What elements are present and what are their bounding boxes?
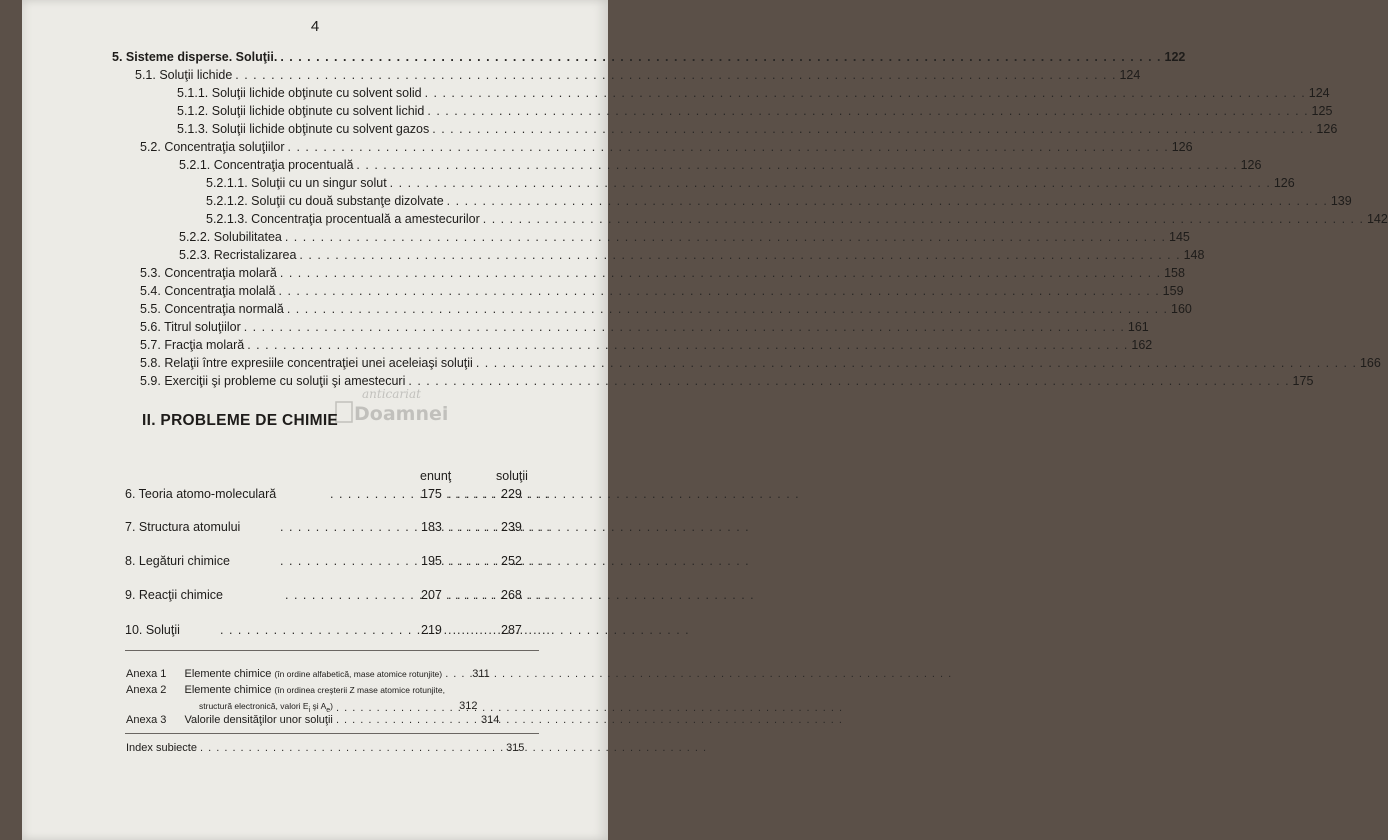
leader-dots [235,68,1116,83]
toc-entry-page: 126 [1240,158,1262,172]
problem-title: 10. Soluţii [125,623,180,637]
leader-dots [244,320,1125,335]
toc-entry-title: 5.5. Concentraţia normală [140,302,284,316]
toc-entry-page: 161 [1127,320,1149,334]
toc-entry [206,176,1295,191]
problem-solutii-page: 287 [501,623,522,637]
toc-entry [177,122,1338,137]
toc-entry-page: 162 [1131,338,1153,352]
toc-entry-title: 5.2.1.3. Concentraţia procentuală a amestecurilor [206,212,480,226]
annex-2-continued [199,700,477,714]
toc-entry-title: 5.3. Concentraţia molară [140,266,277,280]
leader-dots [432,122,1313,137]
toc-entry-title: 5.7. Fracţia molară [140,338,245,352]
annex-3-title: Valorile densităţilor unor soluţii [184,714,333,726]
toc-entry [179,248,1205,263]
leader-dots [448,588,492,602]
divider [125,733,539,734]
leader-dots [427,104,1308,119]
toc-entry-title: 5. Sisteme disperse. Soluţii. [112,50,278,64]
toc-entry-page: 145 [1169,230,1190,244]
problem-title: 7. Structura atomului [125,520,241,534]
leader-dots [280,554,411,568]
annex-3-label: Anexa 3 [126,714,167,726]
toc-entry-title: 5.2.2. Solubilitatea [179,230,282,244]
toc-entry-title: 5.4. Concentraţia molală [140,284,276,298]
problem-enunt-page: 183 [421,520,442,534]
toc-entry-page: 175 [1292,374,1314,388]
toc-entry-title: 5.1.1. Soluţii lichide obţinute cu solvent solid [177,86,422,100]
problem-title: 8. Legături chimice [125,554,230,568]
leader-dots [280,520,411,534]
leader-dots [476,356,1357,371]
leader-dots [483,212,1364,227]
book-page [22,0,1388,840]
watermark-logo [334,384,449,432]
leader-dots [356,158,1237,173]
leader-dots [220,623,411,637]
leader-dots [279,284,1160,299]
index-entry [126,742,524,754]
annex-1 [126,668,490,680]
toc-entry [140,302,1192,317]
toc-entry-title: 5.2.1.2. Soluţii cu două substanţe dizolvate [206,194,444,208]
problem-solutii-page: 268 [501,588,522,602]
toc-entry-title: 5.9. Exerciţii şi probleme cu soluţii şi amestecuri [140,374,406,388]
toc-entry-page: 158 [1164,266,1185,280]
leader-dots [445,668,469,680]
leader-dots [336,702,456,714]
annex-2-note-6: ) [330,701,333,711]
annex-2-label: Anexa 2 [126,684,167,696]
watermark-line-2: Doamnei [354,403,449,425]
annex-2-title: Elemente chimice [184,684,272,696]
toc-entry-page: 160 [1171,302,1192,316]
toc-entry-page: 126 [1171,140,1193,154]
watermark-line-1: anticariat [362,387,421,401]
leader-dots [200,742,503,754]
leader-dots [408,374,1289,389]
section-title: II. PROBLEME DE CHIMIE [142,412,339,429]
leader-dots [299,248,1180,263]
leader-dots [285,230,1166,245]
toc-entry [140,284,1184,299]
problem-enunt-page: 195 [421,554,442,568]
leader-dots [247,338,1128,353]
toc-entry-page: 139 [1330,194,1352,208]
toc-entry-page: 159 [1162,284,1184,298]
toc-entry [206,212,1388,227]
toc-entry [177,104,1333,119]
annex-2-page: 312 [459,700,478,712]
leader-dots [448,623,492,637]
problem-solutii-page: 239 [501,520,522,534]
toc-entry [177,86,1330,101]
leader-dots [336,714,478,726]
annex-1-title: Elemente chimice [184,668,272,680]
problem-enunt-page: 207 [421,588,442,602]
leader-dots [425,86,1306,101]
toc-entry-page: 166 [1359,356,1381,370]
toc-entry-page: 142 [1366,212,1388,226]
leader-dots [448,520,492,534]
annex-3 [126,714,499,726]
toc-entry [206,194,1352,209]
toc-entry [140,140,1193,155]
index-label: Index subiecte [126,742,197,754]
annex-2-note: (în ordinea creşterii Z mase atomice rotunjite, [274,685,445,695]
toc-entry-page: 122 [1164,50,1186,64]
toc-entry [179,230,1190,245]
column-header-solutii: soluţii [496,469,528,483]
toc-entry [179,158,1262,173]
toc-entry-title: 5.8. Relaţii între expresiile concentraţiei unei aceleiaşi soluţii [140,356,473,370]
problem-solutii-page: 229 [501,487,522,501]
leader-dots [448,487,492,501]
column-header-enunt: enunţ [420,469,452,483]
problem-solutii-page: 252 [501,554,522,568]
toc-entry [140,266,1185,281]
problem-entry [125,487,535,503]
problem-enunt-page: 219 [421,623,442,637]
toc-entry-title: 5.2. Concentraţia soluţiilor [140,140,285,154]
leader-dots [280,50,1161,65]
toc-entry-page: 126 [1273,176,1295,190]
toc-entry [140,320,1149,335]
problem-entry [125,623,535,639]
annex-1-page: 311 [472,668,490,680]
index-page: 315 [506,742,525,754]
leader-dots [280,266,1161,281]
page-number: 4 [310,18,320,35]
annex-2-note-3: i [308,707,311,715]
leader-dots [390,176,1271,191]
annex-1-label: Anexa 1 [126,668,167,680]
toc-entry-title: 5.2.3. Recristalizarea [179,248,297,262]
toc-entry [140,338,1153,353]
toc-entry-title: 5.1. Soluţii lichide [135,68,233,82]
problem-title: 9. Reacţii chimice [125,588,223,602]
leader-dots [288,140,1169,155]
toc-entry [140,356,1381,371]
toc-entry [112,50,1186,65]
annex-2-note-4: şi A [310,701,327,711]
toc-entry-title: 5.6. Titrul soluţiilor [140,320,241,334]
leader-dots [285,588,411,602]
problem-entry [125,588,535,604]
problem-entry [125,554,535,570]
problem-title: 6. Teoria atomo-moleculară [125,487,277,501]
problem-entry [125,520,535,536]
toc-entry-title: 5.1.3. Soluţii lichide obţinute cu solvent gazos [177,122,430,136]
toc-entry-page: 125 [1311,104,1333,118]
toc-entry [135,68,1141,83]
divider [125,650,539,651]
toc-entry-title: 5.2.1. Concentraţia procentuală [179,158,354,172]
toc-entry-page: 124 [1119,68,1141,82]
toc-entry-page: 124 [1308,86,1330,100]
annex-2-note-5: e [326,707,331,715]
toc-entry-page: 148 [1183,248,1205,262]
leader-dots [287,302,1168,317]
toc-entry-page: 126 [1316,122,1338,136]
annex-3-page: 314 [481,714,500,726]
toc-entry-title: 5.1.2. Soluţii lichide obţinute cu solvent lichid [177,104,425,118]
problem-enunt-page: 175 [421,487,442,501]
leader-dots [448,554,492,568]
annex-2 [126,684,445,696]
toc-entry-title: 5.2.1.1. Soluţii cu un singur solut [206,176,387,190]
annex-2-note-2: structură electronică, valori E [199,701,309,711]
annex-1-note: (în ordine alfabetică, mase atomice rotunjite) [274,669,443,679]
leader-dots [447,194,1328,209]
leader-dots [330,487,411,501]
